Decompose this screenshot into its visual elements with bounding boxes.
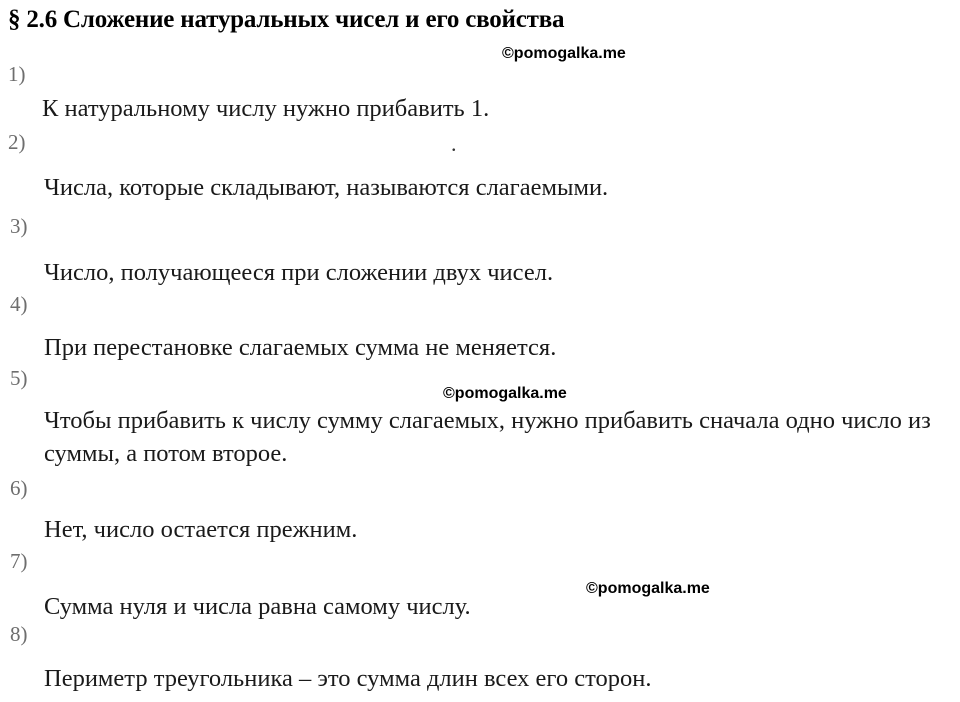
item-answer: Нет, число остается прежним. [44, 516, 358, 543]
item-number: 6) [10, 476, 28, 500]
item-answer: Числа, которые складывают, называются слагаемыми. [44, 174, 609, 201]
item-number: 3) [10, 214, 28, 238]
watermark: ©pomogalka.me [502, 45, 626, 62]
item-answer: Периметр треугольника – это сумма длин всех его сторон. [44, 665, 652, 692]
item-number: 8) [10, 622, 28, 646]
item-number: 2) [8, 130, 26, 154]
item-answer: Число, получающееся при сложении двух чисел. [44, 259, 554, 286]
watermark: ©pomogalka.me [586, 580, 710, 597]
watermark: ©pomogalka.me [443, 385, 567, 402]
item-number: 5) [10, 366, 28, 390]
item-number: 1) [8, 62, 26, 86]
item-answer: Чтобы прибавить к числу сумму слагаемых, нужно прибавить сначала одно число из суммы, а потом второе. [44, 407, 931, 467]
item-answer: К натуральному числу нужно прибавить 1. [42, 95, 490, 122]
stray-mark: . [451, 131, 457, 156]
item-number: 4) [10, 292, 28, 316]
item-answer: Сумма нуля и числа равна самому числу. [44, 593, 471, 620]
page-title: § 2.6 Сложение натуральных чисел и его свойства [8, 6, 565, 33]
item-answer: При перестановке слагаемых сумма не меняется. [44, 334, 557, 361]
item-number: 7) [10, 549, 28, 573]
